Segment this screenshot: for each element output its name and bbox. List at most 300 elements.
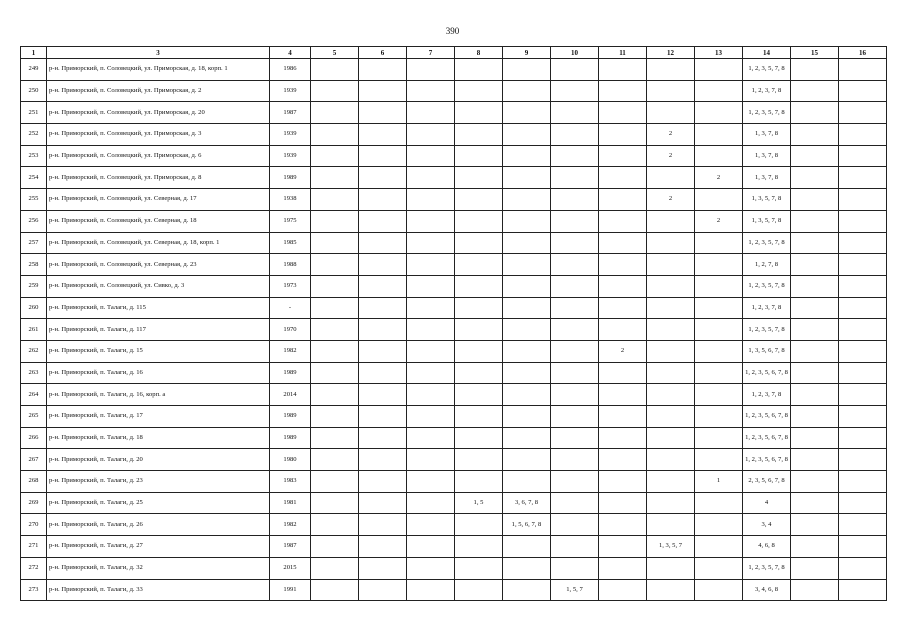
table-cell	[695, 384, 743, 406]
table-cell: 2	[695, 210, 743, 232]
table-cell	[407, 340, 455, 362]
table-cell: 1, 2, 3, 7, 8	[743, 384, 791, 406]
table-cell	[839, 124, 887, 146]
table-cell	[551, 145, 599, 167]
table-cell	[551, 297, 599, 319]
table-cell	[311, 102, 359, 124]
table-cell	[311, 471, 359, 493]
address-cell: р-н. Приморский, п. Талаги, д. 16	[47, 362, 270, 384]
table-cell	[359, 579, 407, 601]
table-cell	[647, 297, 695, 319]
table-cell	[647, 275, 695, 297]
table-cell	[551, 232, 599, 254]
table-cell	[359, 319, 407, 341]
column-header: 13	[695, 47, 743, 59]
table-cell	[791, 102, 839, 124]
address-cell: р-н. Приморский, п. Талаги, д. 32	[47, 557, 270, 579]
table-cell	[551, 340, 599, 362]
table-cell	[359, 427, 407, 449]
table-row	[21, 557, 887, 579]
table-cell	[359, 362, 407, 384]
table-cell	[359, 557, 407, 579]
table-row	[21, 232, 887, 254]
row-number-cell: 262	[21, 340, 47, 362]
table-cell	[839, 319, 887, 341]
address-cell: р-н. Приморский, п. Талаги, д. 25	[47, 492, 270, 514]
table-cell: 2	[695, 167, 743, 189]
table-cell	[551, 80, 599, 102]
table-cell	[407, 492, 455, 514]
table-cell	[311, 492, 359, 514]
year-cell: 1939	[270, 80, 311, 102]
table-cell	[839, 275, 887, 297]
table-cell	[407, 319, 455, 341]
table-cell	[407, 254, 455, 276]
table-cell	[359, 167, 407, 189]
table-cell	[407, 471, 455, 493]
table-cell	[503, 102, 551, 124]
table-cell	[839, 384, 887, 406]
table-row	[21, 579, 887, 601]
address-cell: р-н. Приморский, п. Талаги, д. 33	[47, 579, 270, 601]
table-cell: 1, 3, 5, 7, 8	[743, 210, 791, 232]
table-row	[21, 254, 887, 276]
table-row	[21, 319, 887, 341]
table-cell	[791, 319, 839, 341]
address-cell: р-н. Приморский, п. Талаги, д. 26	[47, 514, 270, 536]
row-number-cell: 263	[21, 362, 47, 384]
table-cell	[311, 579, 359, 601]
address-cell: р-н. Приморский, п. Соловецкий, ул. Приморская, д. 3	[47, 124, 270, 146]
table-cell	[455, 557, 503, 579]
table-row	[21, 471, 887, 493]
table-cell	[839, 167, 887, 189]
year-cell: 1987	[270, 536, 311, 558]
table-cell	[359, 406, 407, 428]
table-cell	[791, 492, 839, 514]
table-cell	[839, 449, 887, 471]
table-cell	[551, 362, 599, 384]
table-cell: 3, 4	[743, 514, 791, 536]
table-cell	[503, 254, 551, 276]
row-number-cell: 269	[21, 492, 47, 514]
table-cell	[455, 275, 503, 297]
table-cell	[839, 59, 887, 81]
table-cell: 1, 2, 3, 7, 8	[743, 297, 791, 319]
year-cell: 1989	[270, 362, 311, 384]
row-number-cell: 268	[21, 471, 47, 493]
table-cell	[695, 297, 743, 319]
table-cell	[791, 210, 839, 232]
table-cell	[455, 145, 503, 167]
table-row	[21, 189, 887, 211]
table-row	[21, 384, 887, 406]
table-cell	[647, 319, 695, 341]
table-row	[21, 275, 887, 297]
table-cell	[791, 80, 839, 102]
table-cell	[791, 275, 839, 297]
column-header: 5	[311, 47, 359, 59]
table-cell	[791, 362, 839, 384]
table-cell	[599, 406, 647, 428]
table-cell	[551, 167, 599, 189]
column-header: 8	[455, 47, 503, 59]
year-cell: 1982	[270, 340, 311, 362]
table-cell: 1, 5, 6, 7, 8	[503, 514, 551, 536]
table-cell	[503, 319, 551, 341]
table-cell	[407, 427, 455, 449]
table-cell	[695, 536, 743, 558]
table-cell	[791, 536, 839, 558]
table-cell	[599, 297, 647, 319]
table-cell	[359, 340, 407, 362]
table-cell: 1, 2, 3, 5, 6, 7, 8	[743, 362, 791, 384]
table-cell: 2	[647, 124, 695, 146]
row-number-cell: 270	[21, 514, 47, 536]
table-cell	[695, 102, 743, 124]
table-cell	[359, 297, 407, 319]
year-cell: 2014	[270, 384, 311, 406]
table-cell	[455, 124, 503, 146]
address-cell: р-н. Приморский, п. Соловецкий, ул. Приморская, д. 6	[47, 145, 270, 167]
table-cell	[407, 514, 455, 536]
table-cell: 3, 4, 6, 8	[743, 579, 791, 601]
table-cell	[839, 189, 887, 211]
table-cell: 1, 2, 3, 5, 7, 8	[743, 275, 791, 297]
table-cell	[359, 145, 407, 167]
table-row	[21, 124, 887, 146]
table-cell: 1, 2, 3, 7, 8	[743, 80, 791, 102]
table-cell	[359, 471, 407, 493]
table-cell	[839, 340, 887, 362]
table-row	[21, 340, 887, 362]
table-cell	[647, 557, 695, 579]
table-cell	[839, 514, 887, 536]
address-cell: р-н. Приморский, п. Соловецкий, ул. Северная, д. 18, корп. 1	[47, 232, 270, 254]
row-number-cell: 266	[21, 427, 47, 449]
table-cell	[407, 536, 455, 558]
table-cell	[359, 102, 407, 124]
table-cell	[551, 319, 599, 341]
year-cell: 1991	[270, 579, 311, 601]
table-cell: 1, 3, 7, 8	[743, 167, 791, 189]
table-cell	[839, 406, 887, 428]
table-row	[21, 362, 887, 384]
table-cell	[695, 427, 743, 449]
table-cell: 3, 6, 7, 8	[503, 492, 551, 514]
table-cell	[407, 579, 455, 601]
table-cell	[359, 232, 407, 254]
table-cell	[599, 427, 647, 449]
table-cell	[839, 557, 887, 579]
table-cell	[695, 340, 743, 362]
table-cell	[599, 232, 647, 254]
table-cell	[647, 384, 695, 406]
year-cell: 1938	[270, 189, 311, 211]
table-cell	[839, 102, 887, 124]
table-cell	[455, 297, 503, 319]
table-cell	[407, 275, 455, 297]
table-cell	[551, 427, 599, 449]
row-number-cell: 253	[21, 145, 47, 167]
year-cell: 1970	[270, 319, 311, 341]
row-number-cell: 273	[21, 579, 47, 601]
table-cell	[839, 362, 887, 384]
table-cell	[311, 189, 359, 211]
table-row	[21, 492, 887, 514]
table-cell	[407, 557, 455, 579]
table-cell	[407, 297, 455, 319]
table-cell	[551, 492, 599, 514]
table-cell	[599, 557, 647, 579]
table-cell	[551, 210, 599, 232]
table-cell	[599, 254, 647, 276]
table-cell	[407, 384, 455, 406]
table-cell	[791, 189, 839, 211]
table-cell	[503, 340, 551, 362]
table-cell	[455, 102, 503, 124]
address-cell: р-н. Приморский, п. Талаги, д. 16, корп. а	[47, 384, 270, 406]
year-cell: 1989	[270, 427, 311, 449]
address-cell: р-н. Приморский, п. Талаги, д. 23	[47, 471, 270, 493]
table-cell	[599, 492, 647, 514]
table-cell	[551, 449, 599, 471]
column-header: 6	[359, 47, 407, 59]
table-cell	[503, 189, 551, 211]
table-cell	[839, 210, 887, 232]
table-cell	[455, 471, 503, 493]
table-cell	[359, 492, 407, 514]
table-cell	[503, 536, 551, 558]
table-cell	[839, 536, 887, 558]
year-cell: 1989	[270, 167, 311, 189]
table-cell	[311, 340, 359, 362]
address-cell: р-н. Приморский, п. Талаги, д. 15	[47, 340, 270, 362]
table-cell: 4	[743, 492, 791, 514]
table-cell	[599, 384, 647, 406]
table-cell	[599, 362, 647, 384]
table-cell	[359, 275, 407, 297]
table-cell	[455, 362, 503, 384]
table-cell	[695, 275, 743, 297]
table-cell	[695, 80, 743, 102]
table-cell	[695, 319, 743, 341]
table-cell	[455, 254, 503, 276]
table-cell: 1, 2, 3, 5, 7, 8	[743, 102, 791, 124]
table-cell	[551, 275, 599, 297]
table-cell	[839, 492, 887, 514]
row-number-cell: 264	[21, 384, 47, 406]
table-cell	[647, 406, 695, 428]
table-cell	[551, 384, 599, 406]
table-cell	[695, 557, 743, 579]
table-cell	[599, 145, 647, 167]
column-header: 4	[270, 47, 311, 59]
year-cell: 1986	[270, 59, 311, 81]
table-cell	[359, 210, 407, 232]
table-cell	[311, 297, 359, 319]
address-cell: р-н. Приморский, п. Соловецкий, ул. Приморская, д. 20	[47, 102, 270, 124]
table-cell	[551, 557, 599, 579]
table-cell	[311, 319, 359, 341]
table-cell	[791, 579, 839, 601]
row-number-cell: 271	[21, 536, 47, 558]
table-cell	[647, 232, 695, 254]
address-cell: р-н. Приморский, п. Талаги, д. 20	[47, 449, 270, 471]
table-cell	[551, 471, 599, 493]
table-cell: 1, 5	[455, 492, 503, 514]
table-cell	[839, 145, 887, 167]
table-cell: 1, 2, 3, 5, 6, 7, 8	[743, 427, 791, 449]
table-cell	[647, 579, 695, 601]
table-cell	[551, 59, 599, 81]
table-cell	[503, 384, 551, 406]
address-cell: р-н. Приморский, п. Соловецкий, ул. Северная, д. 18	[47, 210, 270, 232]
row-number-cell: 261	[21, 319, 47, 341]
table-cell	[407, 124, 455, 146]
table-cell	[311, 514, 359, 536]
column-header: 3	[47, 47, 270, 59]
table-cell	[647, 210, 695, 232]
table-cell	[647, 167, 695, 189]
table-row	[21, 514, 887, 536]
year-cell: 1989	[270, 406, 311, 428]
table-cell	[791, 254, 839, 276]
table-row	[21, 80, 887, 102]
year-cell: 1981	[270, 492, 311, 514]
table-row	[21, 210, 887, 232]
row-number-cell: 267	[21, 449, 47, 471]
table-cell	[407, 167, 455, 189]
row-number-cell: 250	[21, 80, 47, 102]
table-cell	[455, 536, 503, 558]
table-body	[21, 59, 887, 601]
table-cell	[455, 167, 503, 189]
table-cell: 1, 5, 7	[551, 579, 599, 601]
table-row	[21, 102, 887, 124]
table-cell	[455, 319, 503, 341]
table-cell	[599, 449, 647, 471]
table-cell	[647, 80, 695, 102]
table-cell	[791, 406, 839, 428]
table-cell: 1, 2, 3, 5, 7, 8	[743, 59, 791, 81]
table-cell	[455, 80, 503, 102]
table-cell: 1, 3, 7, 8	[743, 145, 791, 167]
row-number-cell: 265	[21, 406, 47, 428]
table-cell	[599, 102, 647, 124]
table-cell	[503, 406, 551, 428]
table-cell: 1, 2, 3, 5, 6, 7, 8	[743, 449, 791, 471]
table-cell	[455, 449, 503, 471]
table-cell: 1, 3, 5, 7, 8	[743, 189, 791, 211]
table-cell	[791, 471, 839, 493]
table-cell	[311, 427, 359, 449]
table-header	[21, 47, 887, 59]
year-cell: 1975	[270, 210, 311, 232]
table-cell	[647, 254, 695, 276]
column-header: 1	[21, 47, 47, 59]
table-cell	[503, 471, 551, 493]
table-cell	[695, 406, 743, 428]
table-cell	[695, 59, 743, 81]
column-header: 11	[599, 47, 647, 59]
table-cell: 2	[647, 145, 695, 167]
table-cell	[599, 275, 647, 297]
row-number-cell: 251	[21, 102, 47, 124]
table-cell	[599, 471, 647, 493]
table-cell	[455, 427, 503, 449]
table-cell	[503, 210, 551, 232]
table-cell	[503, 557, 551, 579]
table-cell	[503, 124, 551, 146]
column-header: 14	[743, 47, 791, 59]
row-number-cell: 260	[21, 297, 47, 319]
year-cell: 1939	[270, 124, 311, 146]
column-header: 16	[839, 47, 887, 59]
table-cell: 1	[695, 471, 743, 493]
table-cell	[503, 449, 551, 471]
year-cell: 1987	[270, 102, 311, 124]
row-number-cell: 272	[21, 557, 47, 579]
address-cell: р-н. Приморский, п. Талаги, д. 27	[47, 536, 270, 558]
table-cell	[407, 145, 455, 167]
table-cell	[407, 449, 455, 471]
table-cell	[839, 579, 887, 601]
address-cell: р-н. Приморский, п. Соловецкий, ул. Северная, д. 23	[47, 254, 270, 276]
table-cell	[359, 384, 407, 406]
table-row	[21, 59, 887, 81]
table-cell	[503, 167, 551, 189]
table-cell	[839, 471, 887, 493]
address-cell: р-н. Приморский, п. Соловецкий, ул. Северная, д. 17	[47, 189, 270, 211]
table-cell	[503, 275, 551, 297]
table-cell	[311, 145, 359, 167]
table-cell	[503, 59, 551, 81]
table-row	[21, 167, 887, 189]
table-cell	[311, 254, 359, 276]
table-cell	[311, 536, 359, 558]
row-number-cell: 256	[21, 210, 47, 232]
table-cell	[791, 124, 839, 146]
column-header: 9	[503, 47, 551, 59]
table-cell	[695, 449, 743, 471]
table-cell	[311, 210, 359, 232]
table-cell	[359, 536, 407, 558]
table-cell	[791, 427, 839, 449]
table-cell	[599, 167, 647, 189]
table-cell	[791, 297, 839, 319]
table-cell: 1, 2, 3, 5, 7, 8	[743, 232, 791, 254]
table-cell	[455, 579, 503, 601]
row-number-cell: 252	[21, 124, 47, 146]
table-row	[21, 449, 887, 471]
table-cell	[551, 514, 599, 536]
table-cell: 1, 3, 7, 8	[743, 124, 791, 146]
table-cell	[791, 514, 839, 536]
table-cell	[359, 59, 407, 81]
table-row	[21, 427, 887, 449]
year-cell: 2015	[270, 557, 311, 579]
table-cell	[695, 124, 743, 146]
table-cell	[455, 406, 503, 428]
table-cell	[311, 557, 359, 579]
page-number: 390	[445, 26, 460, 36]
table-cell	[551, 536, 599, 558]
table-cell	[311, 232, 359, 254]
table-cell	[599, 536, 647, 558]
table-cell	[791, 232, 839, 254]
table-cell	[503, 297, 551, 319]
